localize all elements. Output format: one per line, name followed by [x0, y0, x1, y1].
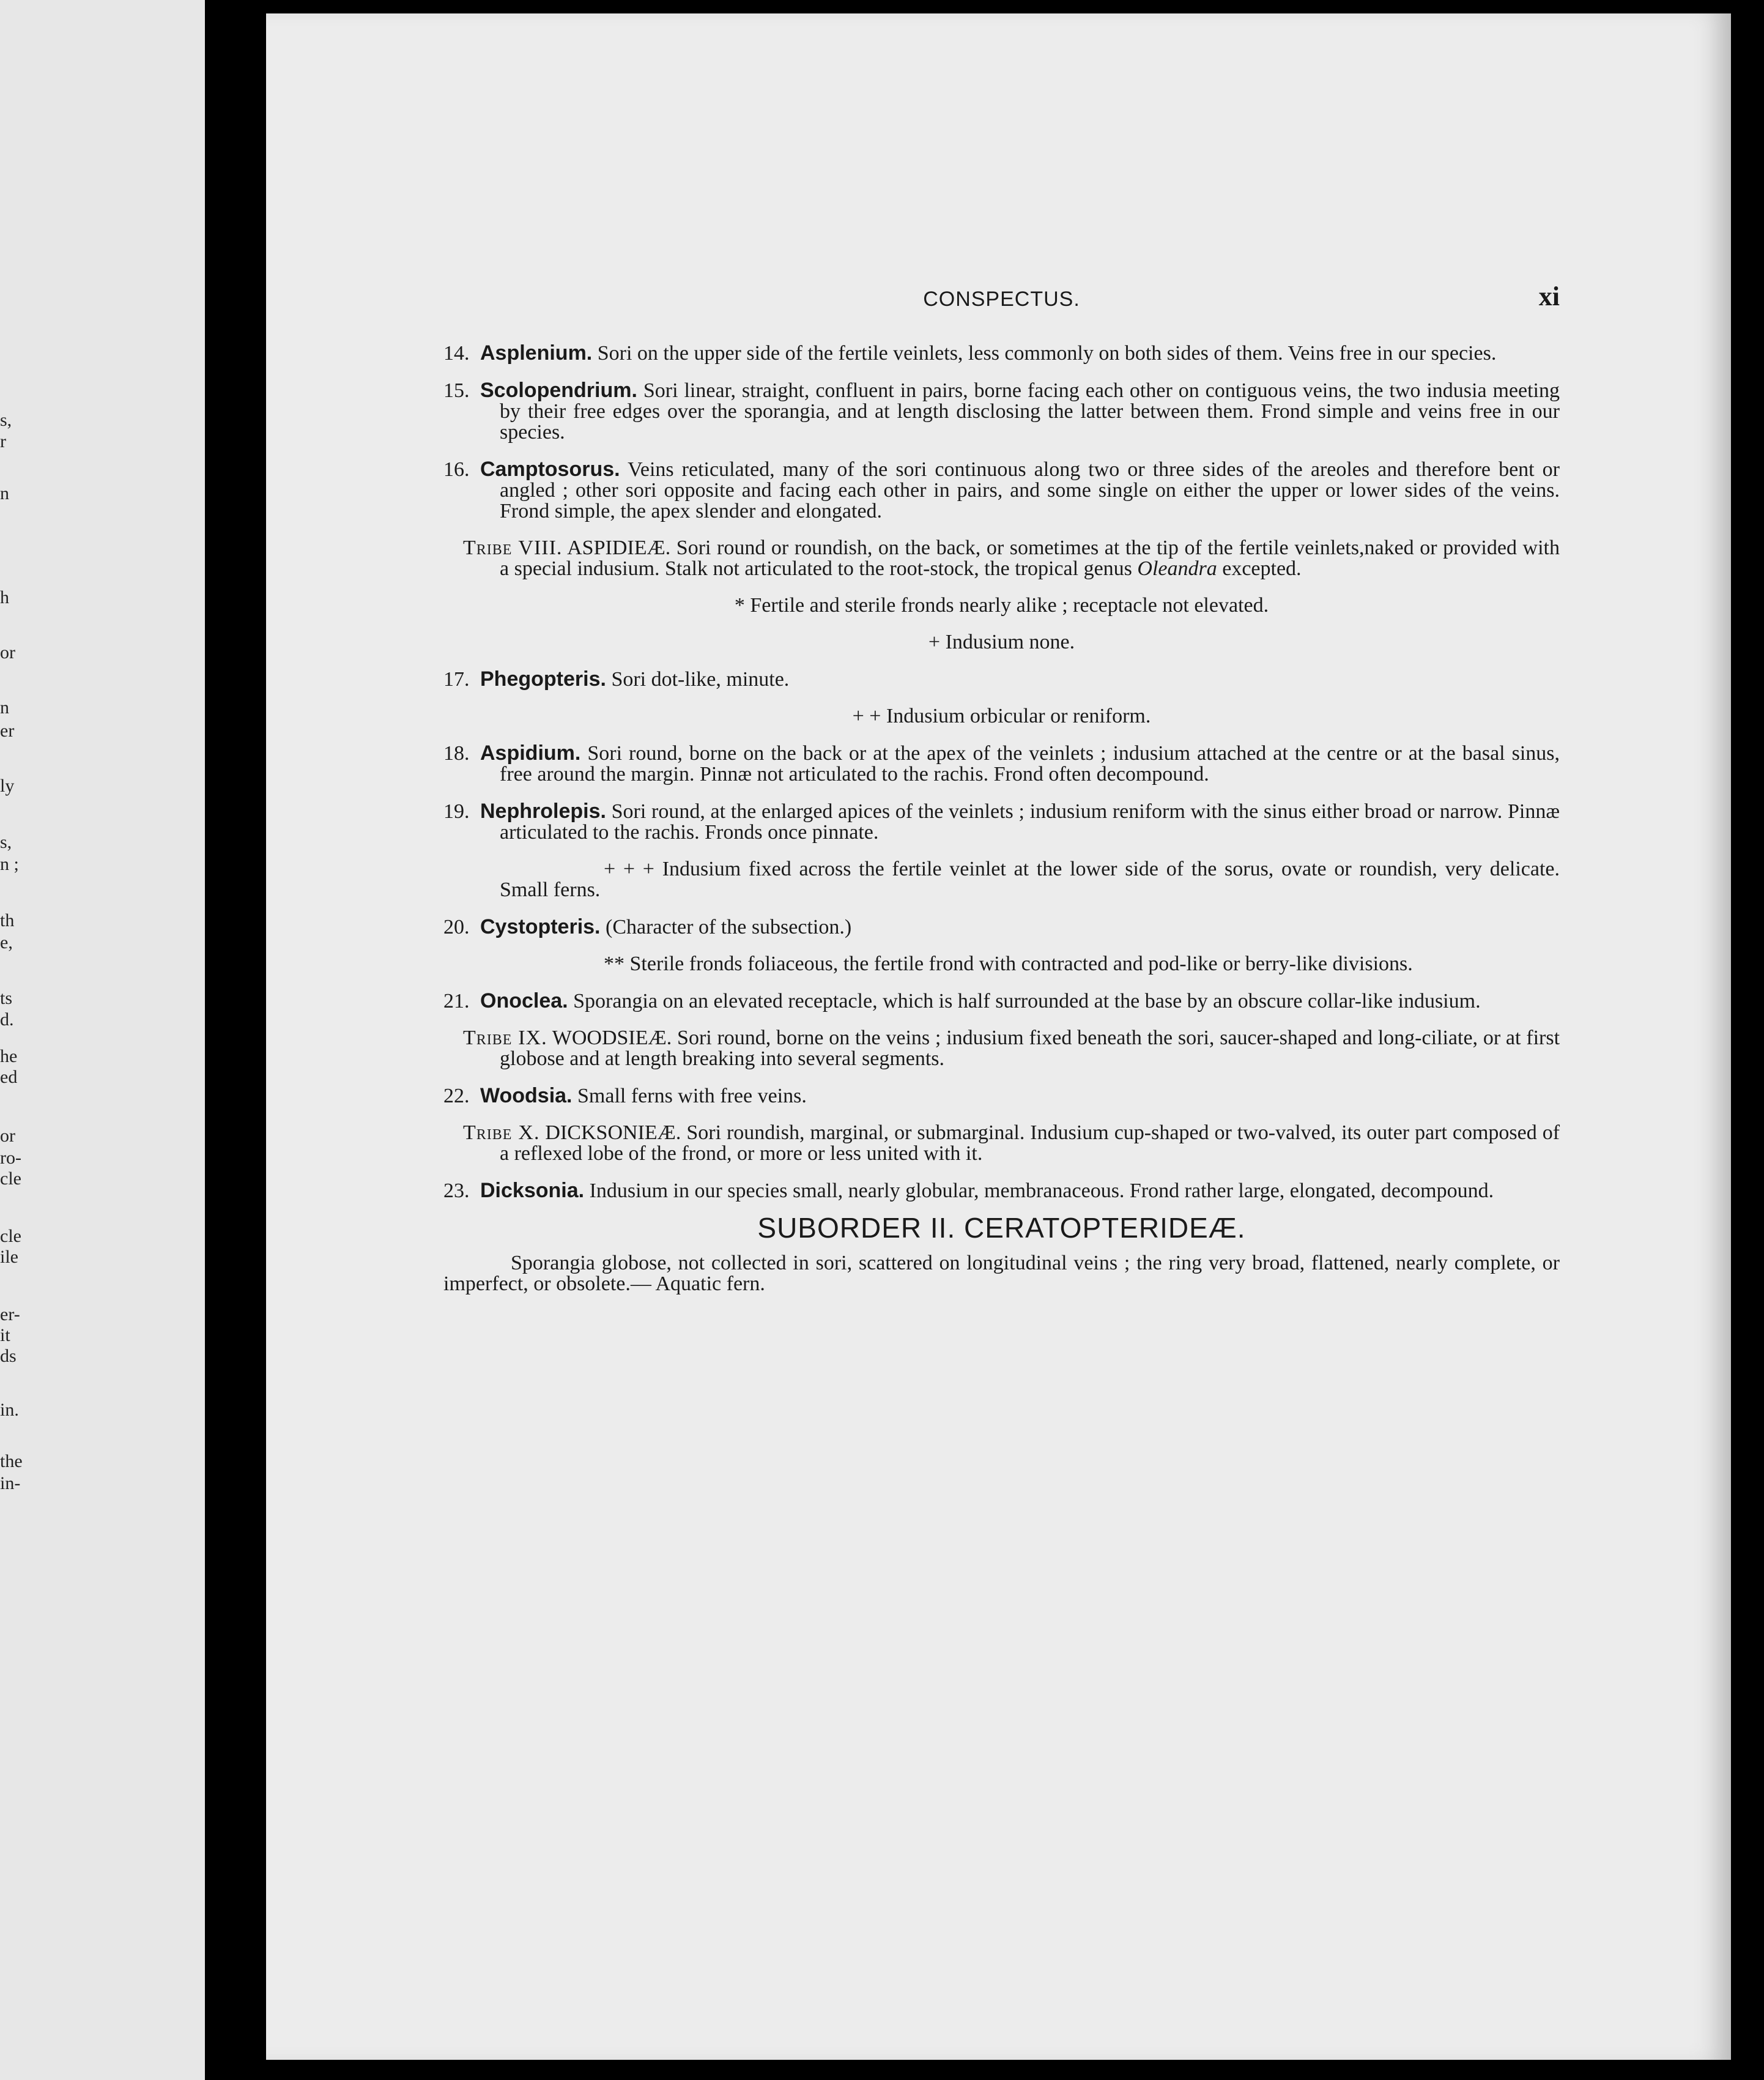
subdivision-heading: + Indusium none. — [928, 631, 1075, 653]
left-fragment: the — [0, 1451, 23, 1471]
subdivision-heading: + + Indusium orbicular or reniform. — [852, 705, 1151, 727]
genus-entry: 23. Dicksonia. Indusium in our species small, nearly globular, membranaceous. Frond rather large, elongated, decompound. — [443, 1179, 1494, 1202]
left-fragment: n ; — [0, 854, 19, 874]
book-page — [266, 13, 1731, 2060]
left-fragment: e, — [0, 932, 13, 953]
left-fragment: er — [0, 721, 15, 741]
genus-entry: 22. Woodsia. Small ferns with free veins. — [443, 1084, 807, 1107]
left-fragment: ed — [0, 1067, 18, 1087]
left-fragment: n — [0, 697, 9, 718]
suborder-heading: SUBORDER II. CERATOPTERIDEÆ. — [757, 1212, 1246, 1244]
genus-name: Asplenium. — [480, 341, 593, 365]
facing-page-edge — [0, 0, 205, 2080]
left-fragment: cle — [0, 1168, 21, 1189]
genus-entry: 14. Asplenium. Sori on the upper side of the fertile veinlets, less commonly on both sides of them. Veins free in our species. — [443, 341, 1497, 365]
genus-name: Aspidium. — [480, 741, 581, 765]
genus-entry: 18. Aspidium. Sori round, borne on the back or at the apex of the veinlets ; indusium attached at the centre or at the basal sinus, free around the margin. Pinnæ not articulated to the rachis. Frond often decompound. — [443, 741, 1560, 786]
left-fragment: or — [0, 1126, 15, 1146]
genus-name: Cystopteris. — [480, 915, 601, 938]
page-text — [443, 281, 1560, 1295]
genus-entry: 21. Onoclea. Sporangia on an elevated receptacle, which is half surrounded at the base by an obscure collar-like indusium. — [443, 989, 1481, 1012]
genus-entry: 16. Camptosorus. Veins reticulated, many of the sori continuous along two or three sides of the areoles and therefore bent or angled ; other sori opposite and facing each other in pairs, and some single on either the upper or lower sides of the veins. Frond simple, the apex slender and elongated. — [443, 458, 1560, 522]
tribe-heading: Tribe VIII. ASPIDIEÆ. Sori round or roundish, on the back, or sometimes at the tip of the fertile veinlets,naked or provided with a special indusium. Stalk not articulated to the root-stock, the tropical genus Oleandra excepted. — [463, 537, 1560, 580]
genus-name: Onoclea. — [480, 989, 568, 1012]
left-fragment: er- — [0, 1304, 20, 1324]
left-fragment: th — [0, 910, 15, 930]
left-fragment: ts — [0, 988, 13, 1008]
left-fragment: cle — [0, 1226, 21, 1246]
left-fragment: ly — [0, 776, 15, 796]
subdivision-heading: ** Sterile fronds foliaceous, the fertile frond with contracted and pod-like or berry-like divisions. — [604, 953, 1413, 975]
genus-name: Nephrolepis. — [480, 800, 606, 823]
book-gutter — [205, 0, 266, 2080]
genus-entry: 17. Phegopteris. Sori dot-like, minute. — [443, 667, 790, 691]
genus-entry: 20. Cystopteris. (Character of the subsection.) — [443, 915, 852, 938]
left-fragment: s, — [0, 832, 12, 852]
left-fragment: in. — [0, 1400, 19, 1420]
tribe-heading: Tribe IX. WOODSIEÆ. Sori round, borne on the veins ; indusium fixed beneath the sori, saucer-shaped and long-ciliate, or at first globose and at length breaking into several segments. — [463, 1027, 1560, 1070]
left-fragment: d. — [0, 1009, 14, 1030]
genus-name: Dicksonia. — [480, 1179, 585, 1202]
left-fragment: or — [0, 642, 15, 663]
left-fragment: n — [0, 483, 9, 503]
genus-entry: 15. Scolopendrium. Sori linear, straight, confluent in pairs, borne facing each other on contiguous veins, the two indusia meeting by their free edges over the sporangia, and at length disclosing the latter between them. Frond simple and veins free in our species. — [443, 379, 1560, 444]
page-header — [443, 281, 1560, 325]
left-fragment: he — [0, 1046, 18, 1066]
left-fragment: ile — [0, 1247, 18, 1267]
genus-entry: 19. Nephrolepis. Sori round, at the enlarged apices of the veinlets ; indusium reniform with the sinus either broad or narrow. Pinnæ articulated to the rachis. Fronds once pinnate. — [443, 800, 1560, 844]
left-fragment: it — [0, 1325, 10, 1345]
left-fragment: ds — [0, 1346, 17, 1366]
page-number: xi — [1538, 281, 1560, 311]
genus-name: Camptosorus. — [480, 458, 620, 481]
subdivision-heading: + + + Indusium fixed across the fertile veinlet at the lower side of the sorus, ovate or roundish, very delicate. Small ferns. — [500, 858, 1560, 901]
suborder-description: Sporangia globose, not collected in sori, scattered on longitudinal veins ; the ring very broad, flattened, nearly complete, or imperfect, or obsolete.— Aquatic fern. — [443, 1252, 1560, 1295]
left-fragment: ro- — [0, 1148, 21, 1168]
left-fragment: s, — [0, 410, 12, 430]
genus-name: Phegopteris. — [480, 667, 606, 691]
tribe-heading: Tribe X. DICKSONIEÆ. Sori roundish, marginal, or submarginal. Indusium cup-shaped or two-valved, its outer part composed of a reflexed lobe of the frond, or more or less united with it. — [463, 1121, 1560, 1165]
running-head: CONSPECTUS. — [923, 288, 1080, 311]
subdivision-heading: * Fertile and sterile fronds nearly alike ; receptacle not elevated. — [734, 594, 1269, 617]
left-fragment: in- — [0, 1473, 21, 1493]
left-fragment: h — [0, 587, 9, 607]
genus-name: Woodsia. — [480, 1084, 573, 1107]
genus-name: Scolopendrium. — [480, 379, 637, 402]
left-fragment: r — [0, 431, 6, 451]
